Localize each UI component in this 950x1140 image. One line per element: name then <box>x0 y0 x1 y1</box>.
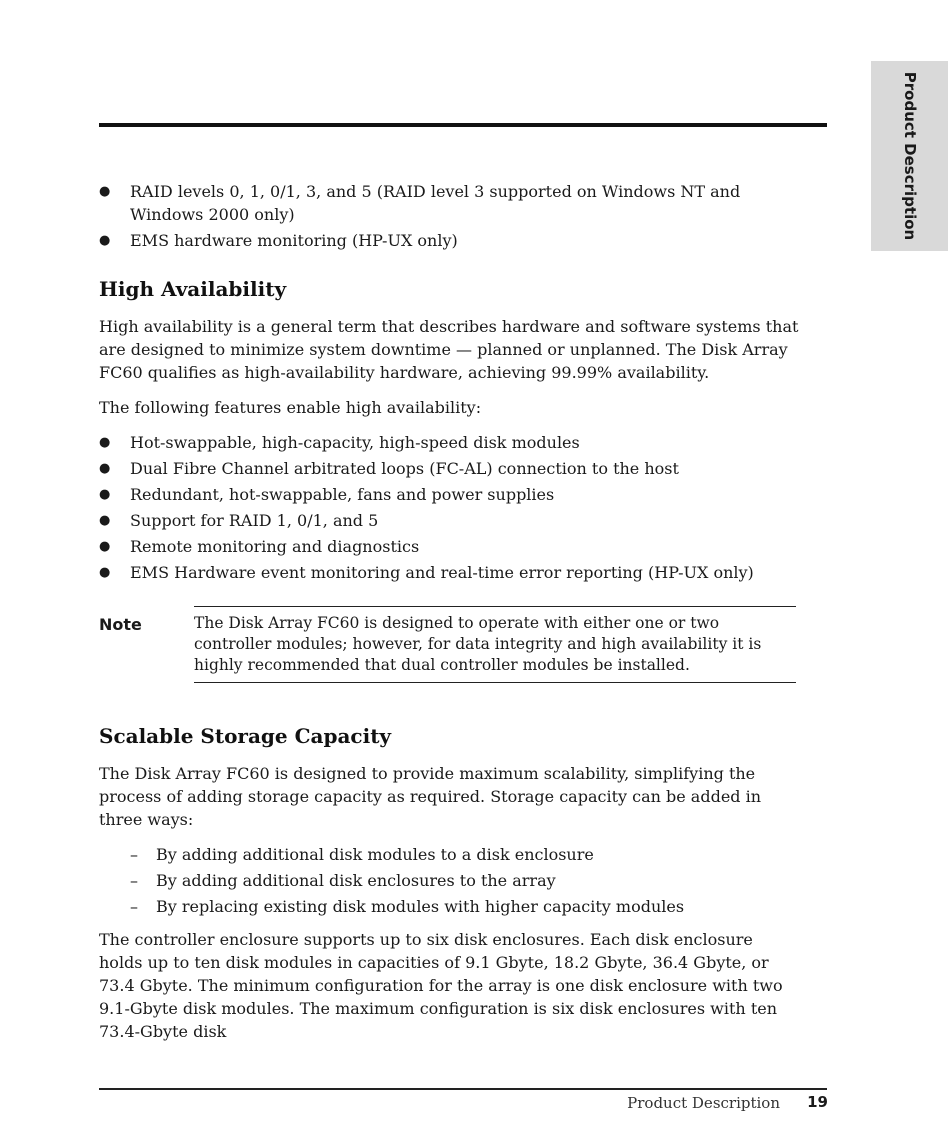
paragraph: The Disk Array FC60 is designed to provide maximum scalability, simplifying the process of adding storage capacity as required. Storage capacity can be added in three ways: <box>99 764 762 829</box>
list-item <box>99 561 799 584</box>
side-tab-label: Product Description <box>900 71 919 241</box>
footer-rule <box>99 1088 827 1090</box>
top-rule <box>99 123 827 127</box>
bullet-icon: ● <box>99 184 111 199</box>
list-item <box>99 535 799 558</box>
page-number: 19 <box>807 1093 828 1111</box>
bullet-icon: ● <box>99 461 111 476</box>
list-item-text: EMS Hardware event monitoring and real-time error reporting (HP-UX only) <box>130 563 754 582</box>
feature-bullet-list <box>99 431 799 584</box>
side-tab <box>871 61 948 251</box>
list-item-text: By adding additional disk enclosures to the array <box>156 871 556 890</box>
dash-icon: – <box>130 871 138 890</box>
list-item <box>99 457 799 480</box>
list-item-text: RAID levels 0, 1, 0/1, 3, and 5 (RAID level 3 supported on Windows NT and Windows 2000 only) <box>130 182 741 224</box>
footer-section-title: Product Description <box>627 1094 780 1112</box>
section-heading-high-availability: High Availability <box>99 277 287 301</box>
bullet-icon: ● <box>99 513 111 528</box>
section-heading-scalable-storage: Scalable Storage Capacity <box>99 724 392 748</box>
paragraph: High availability is a general term that describes hardware and software systems that are designed to minimize system downtime — planned or unplanned. The Disk Array FC60 qualifies as high-availability hardware, achieving 99.99% availability. <box>99 317 799 382</box>
list-item-text: EMS hardware monitoring (HP-UX only) <box>130 231 458 250</box>
list-item <box>99 895 799 918</box>
list-item <box>99 229 799 252</box>
list-item <box>99 431 799 454</box>
paragraph: The controller enclosure supports up to six disk enclosures. Each disk enclosure holds up to ten disk modules in capacities of 9.1 Gbyte, 18.2 Gbyte, 36.4 Gbyte, or 73.4 Gbyte. The minimum configuration for the array is one disk enclosure with two 9.1-Gbyte disk modules. The maximum configuration is six disk enclosures with ten 73.4-Gbyte disk <box>99 930 783 1041</box>
bullet-icon: ● <box>99 233 111 248</box>
list-item-text: By adding additional disk modules to a disk enclosure <box>156 845 594 864</box>
list-item <box>99 869 799 892</box>
list-item <box>99 483 799 506</box>
list-item <box>99 180 799 226</box>
bullet-icon: ● <box>99 487 111 502</box>
dash-icon: – <box>130 897 138 916</box>
list-item-text: Dual Fibre Channel arbitrated loops (FC-AL) connection to the host <box>130 459 679 478</box>
ways-dash-list <box>99 843 799 918</box>
note-box <box>99 606 799 683</box>
list-item-text: Redundant, hot-swappable, fans and power supplies <box>130 485 555 504</box>
list-item-text: Remote monitoring and diagnostics <box>130 537 420 556</box>
note-text: The Disk Array FC60 is designed to operate with either one or two controller modules; however, for data integrity and high availability it is highly recommended that dual controller modules be installed. <box>194 606 796 683</box>
intro-bullet-list <box>99 180 799 252</box>
paragraph: The following features enable high availability: <box>99 398 482 417</box>
bullet-icon: ● <box>99 435 111 450</box>
bullet-icon: ● <box>99 565 111 580</box>
list-item-text: By replacing existing disk modules with higher capacity modules <box>156 897 685 916</box>
list-item-text: Hot-swappable, high-capacity, high-speed disk modules <box>130 433 580 452</box>
dash-icon: – <box>130 845 138 864</box>
list-item <box>99 843 799 866</box>
bullet-icon: ● <box>99 539 111 554</box>
note-label: Note <box>99 615 142 634</box>
list-item-text: Support for RAID 1, 0/1, and 5 <box>130 511 379 530</box>
page-content <box>99 180 799 1055</box>
list-item <box>99 509 799 532</box>
